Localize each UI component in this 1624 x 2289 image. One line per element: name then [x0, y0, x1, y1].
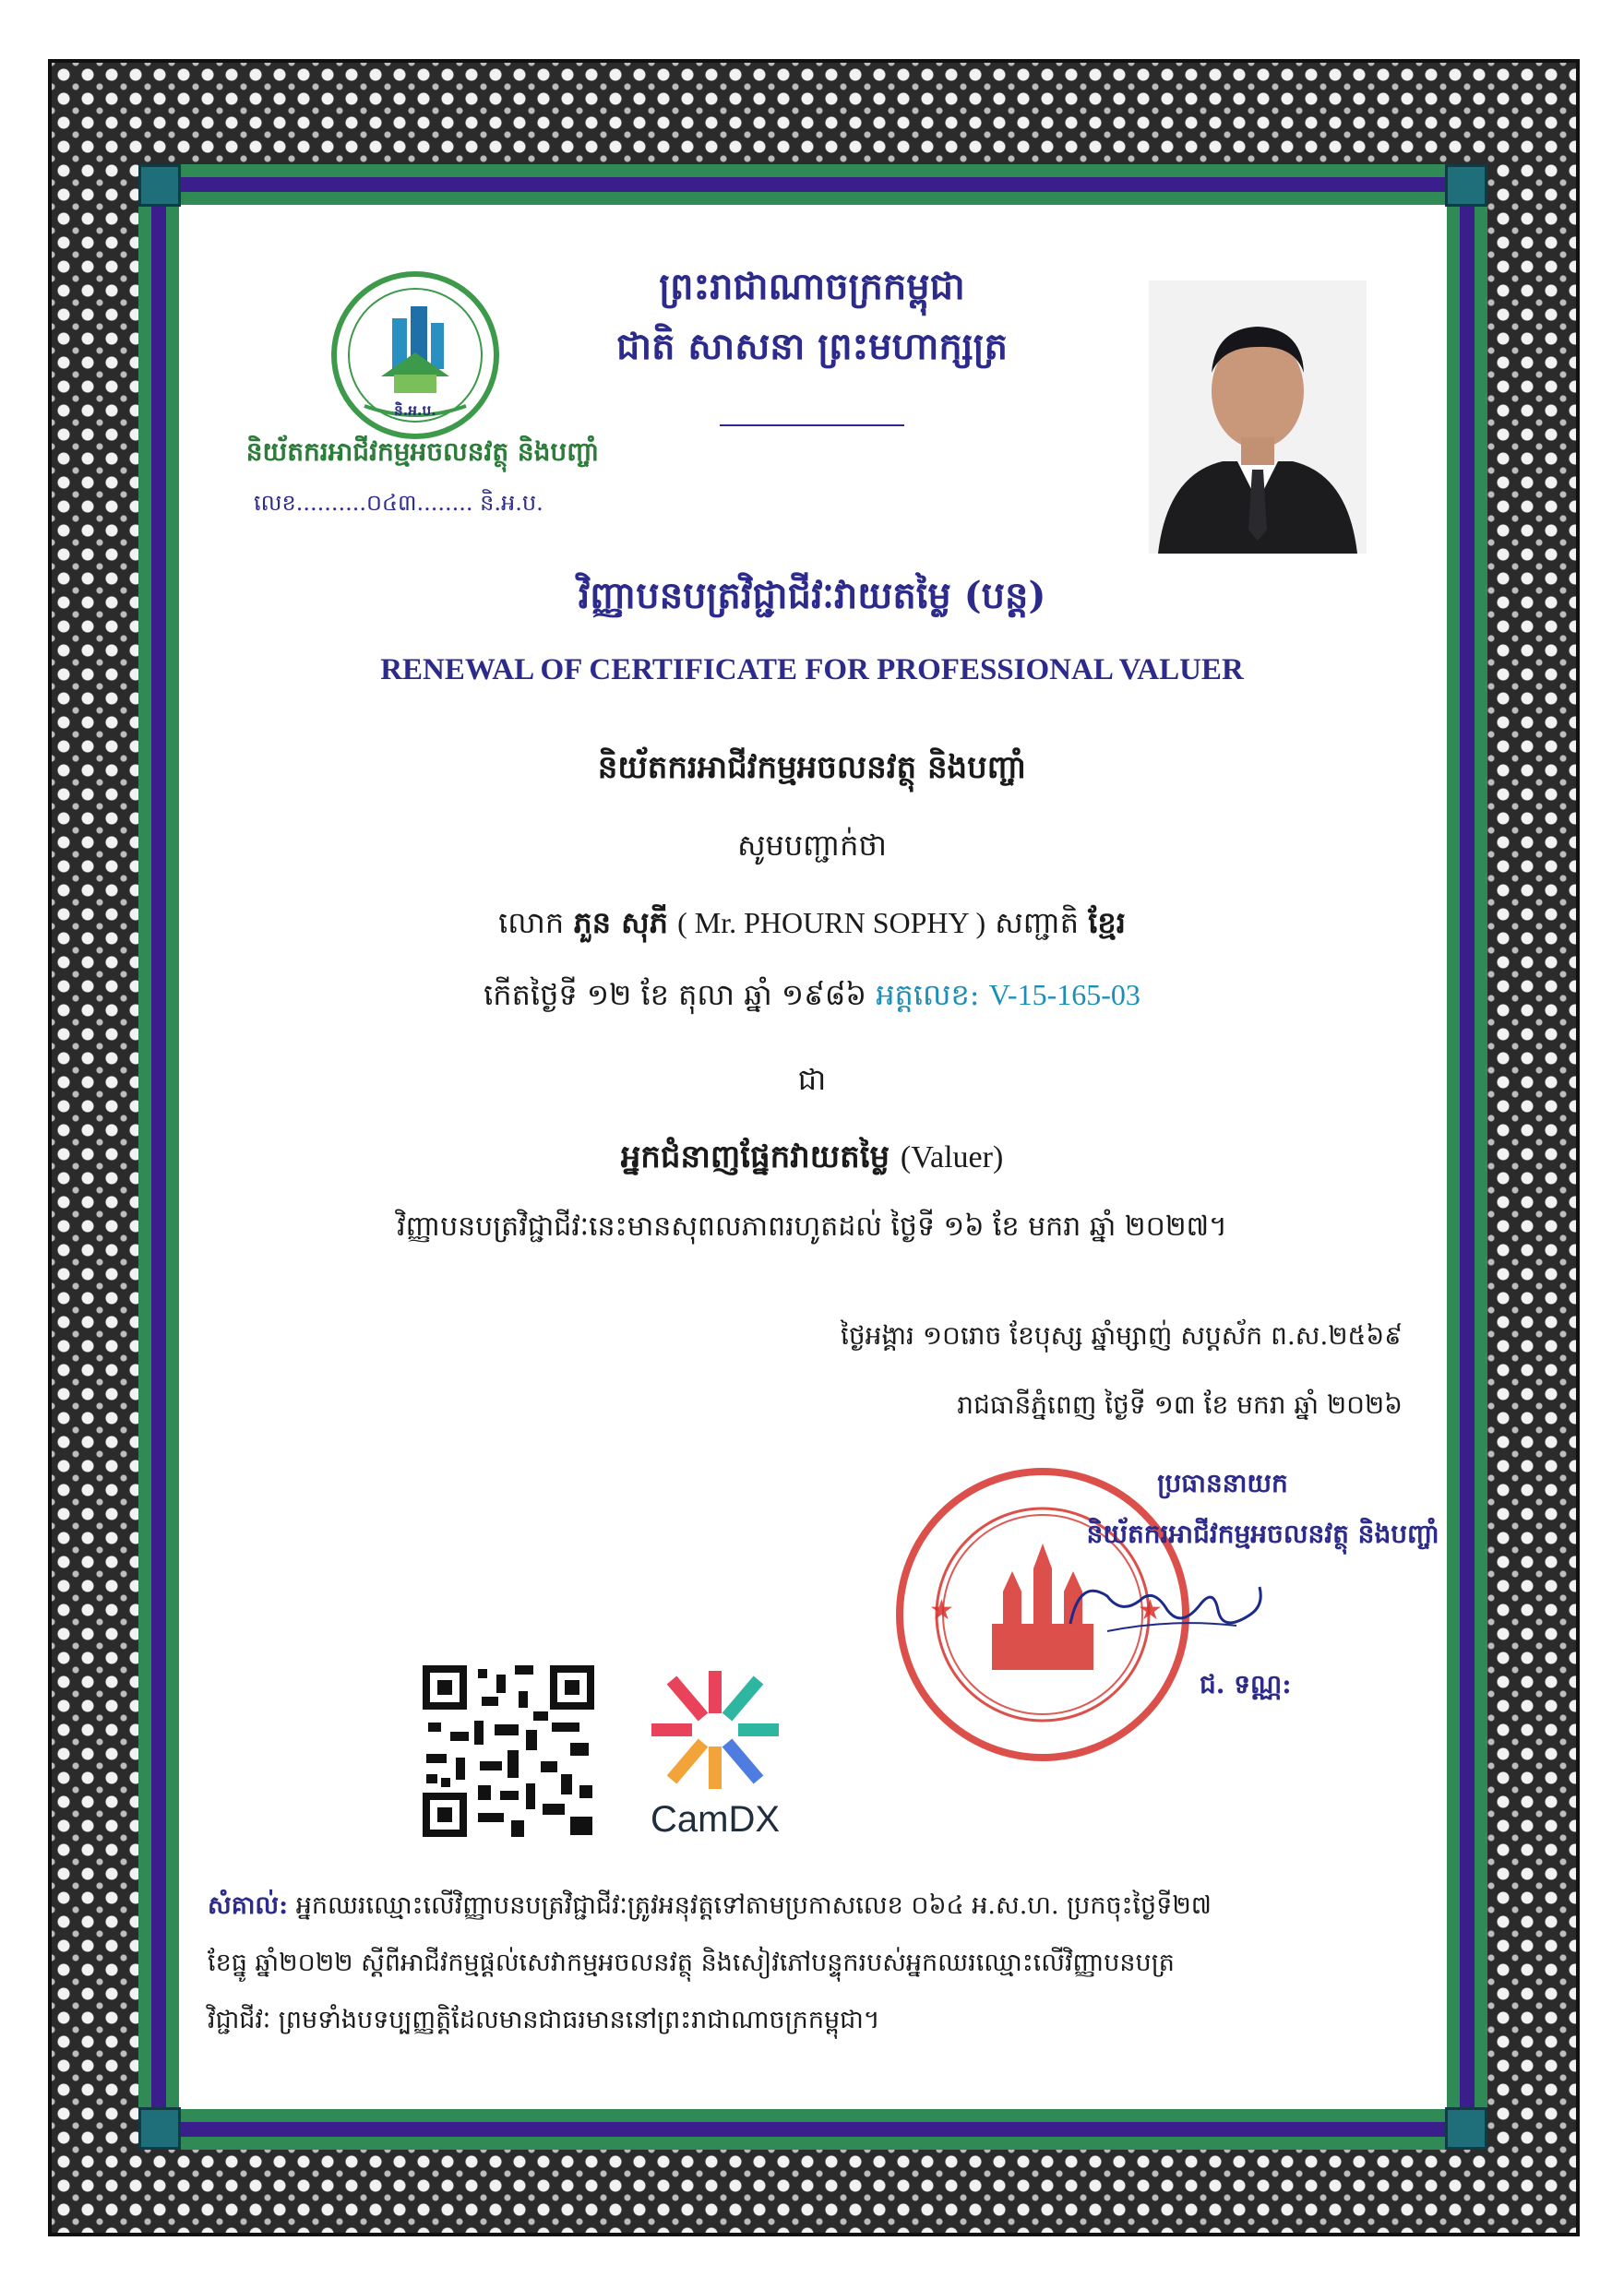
reference-suffix: និ.អ.ប. — [480, 490, 543, 516]
validity-statement: វិញ្ញាបនបត្រវិជ្ជាជីវៈនេះមានសុពលភាពរហូតដល់ ថ្ងៃទី ១៦ ខែ មករា ឆ្នាំ ២០២៧។ — [397, 1210, 1227, 1243]
logo-initials: និ.អ.ប. — [394, 402, 436, 419]
holder-name-english: ( Mr. PHOURN SOPHY ) — [677, 906, 986, 939]
lunar-date: ថ្ងៃអង្គារ ១០រោច ខែបុស្ស ឆ្នាំម្សាញ់ សប្តស័ក ព.ស.២៥៦៩ — [840, 1320, 1403, 1351]
national-motto: ជាតិ សាសនា ព្រះមហាក្សត្រ — [616, 325, 1008, 368]
camdx-logo — [646, 1665, 784, 1794]
regulator-logo — [328, 268, 503, 443]
nationality-label: សញ្ជាតិ — [995, 905, 1080, 940]
name-prefix: លោក — [498, 905, 565, 940]
footnote — [208, 1878, 1426, 2049]
issuer-name: និយ័តករអាជីវកម្មអចលនវត្ថុ និងបញ្ចាំ — [597, 749, 1027, 786]
handwritten-signature — [1052, 1559, 1273, 1651]
signatory-title: ប្រធាននាយក — [1157, 1468, 1288, 1498]
footnote-line-3: វិជ្ជាជីវៈ ព្រមទាំងបទប្បញ្ញត្តិដែលមានជាធរមាននៅព្រះរាជាណាចក្រកម្ពុជា។ — [208, 2006, 880, 2034]
as-connector: ជា — [797, 1062, 827, 1097]
corner-ornament-top-right — [1445, 164, 1487, 207]
kingdom-heading: ព្រះរាជាណាចក្រកម្ពុជា — [659, 265, 965, 308]
motto-divider — [720, 424, 904, 426]
corner-ornament-top-left — [138, 164, 181, 207]
id-value: V-15-165-03 — [988, 978, 1140, 1011]
reference-value: ០៤៣ — [366, 490, 417, 516]
holder-photo — [1149, 280, 1367, 554]
verification-qr-code[interactable] — [423, 1665, 594, 1837]
certificate-title-english: RENEWAL OF CERTIFICATE FOR PROFESSIONAL VALUER — [380, 653, 1244, 686]
footnote-text-1: អ្នកឈរឈ្មោះលើវិញ្ញាបនបត្រវិជ្ជាជីវៈត្រូវអនុវត្តទៅតាមប្រកាសលេខ ០៦៤ អ.ស.ហ. ប្រកចុះថ្ងៃទី២៧ — [295, 1891, 1212, 1920]
certify-statement: សូមបញ្ជាក់ថា — [737, 828, 887, 863]
reference-number: លេខ..........០៤៣........ និ.អ.ប. — [254, 490, 543, 516]
footnote-line-2: ខែធ្នូ ឆ្នាំ២០២២ ស្តីពីអាជីវកម្មផ្តល់សេវាកម្មអចលនវត្ថុ និងសៀវភៅបន្ទុករបស់អ្នកឈរឈ្មោះលើវិញ្ញាបនបត្រ — [208, 1949, 1175, 1977]
signatory-organization: និយ័តករអាជីវកម្មអចលនវត្ថុ និងបញ្ចាំ — [1086, 1519, 1439, 1549]
reference-label: លេខ — [254, 490, 296, 516]
holder-name-line — [185, 904, 1439, 948]
footnote-line-1 — [208, 1878, 1426, 1935]
corner-ornament-bottom-left — [138, 2107, 181, 2150]
signatory-on-behalf: ជ. ទណ្ណ: — [1200, 1669, 1292, 1699]
solar-date-place: រាជធានីភ្នំពេញ ថ្ងៃទី ១៣ ខែ មករា ឆ្នាំ ២០២៦ — [957, 1389, 1403, 1420]
holder-name-khmer: ភួន សុភី — [573, 905, 668, 940]
birth-and-id-line — [185, 976, 1439, 1019]
svg-text:★: ★ — [1138, 1594, 1163, 1627]
nationality-value: ខ្មែរ — [1088, 905, 1126, 940]
corner-ornament-bottom-right — [1445, 2107, 1487, 2150]
birth-date: កើតថ្ងៃទី ១២ ខែ តុលា ឆ្នាំ ១៩៨៦ — [484, 977, 867, 1012]
role-english: (Valuer) — [900, 1140, 1004, 1174]
role-khmer: អ្នកជំនាញផ្នែកវាយតម្លៃ — [620, 1139, 890, 1175]
certificate-title-khmer: វិញ្ញាបនបត្រវិជ្ជាជីវៈវាយតម្លៃ (បន្ត) — [578, 574, 1046, 617]
regulator-name: និយ័តករអាជីវកម្មអចលនវត្ថុ និងបញ្ចាំ — [245, 436, 600, 467]
id-label: អត្តលេខ: — [876, 977, 980, 1012]
role-line — [185, 1137, 1439, 1183]
camdx-label: CamDX — [650, 1799, 781, 1840]
svg-text:★: ★ — [929, 1594, 954, 1627]
footnote-label: សំគាល់: — [208, 1891, 289, 1920]
